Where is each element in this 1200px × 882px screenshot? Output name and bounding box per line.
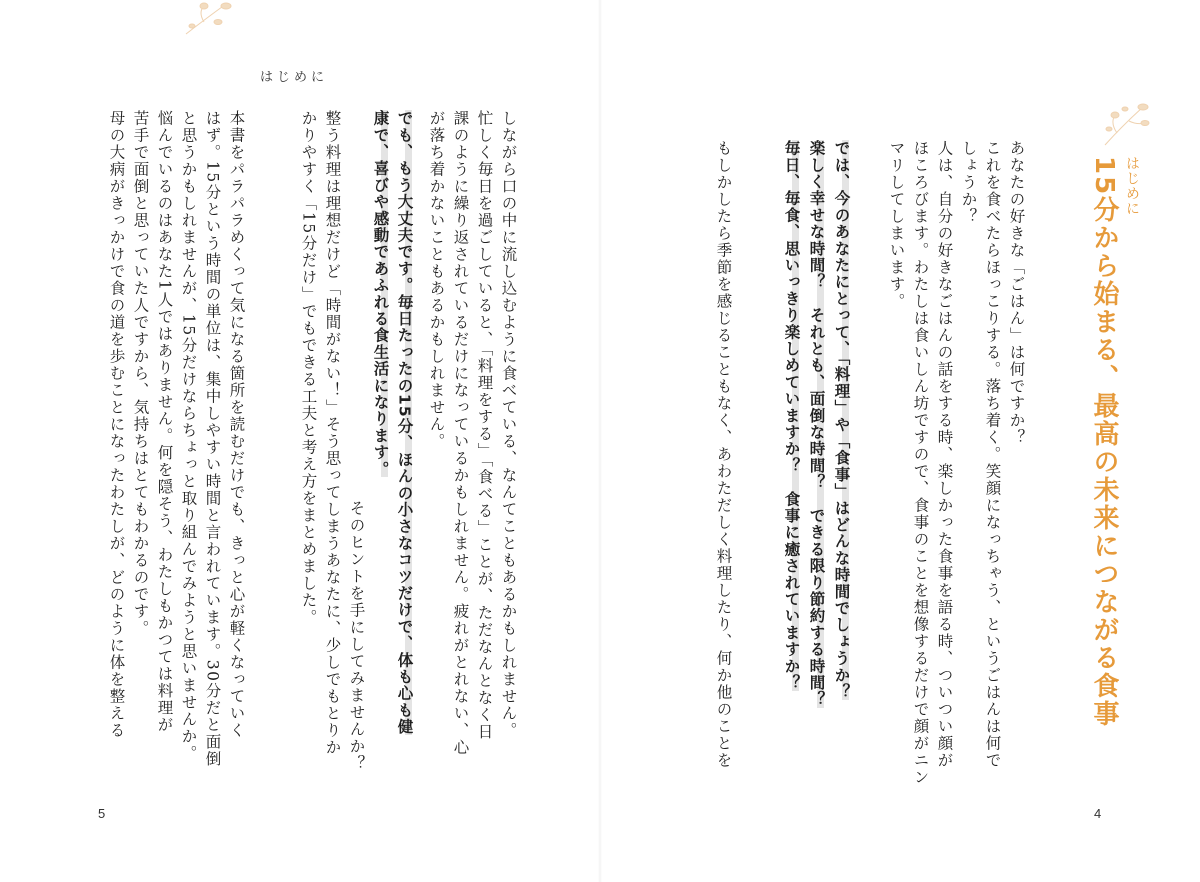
- text-line: しょうか？: [959, 140, 978, 225]
- text-line: かりやすく「15分だけ」でもできる工夫と考え方をまとめました。: [299, 110, 318, 626]
- text-line: マリしてしまいます。: [887, 140, 906, 310]
- text-line: もしかしたら季節を感じることもなく、あわただしく料理したり、何か他のことを: [714, 140, 733, 769]
- emphasis-line: でも、もう大丈夫です。毎日たったの15分、ほんの小さなコツだけで、体も心も健: [395, 110, 414, 736]
- emphasis-line: 毎日、毎食、思いっきり楽しめていますか？ 食事に癒されていますか？: [782, 140, 801, 692]
- flower-sprig-icon: [1095, 95, 1155, 155]
- emphasis-line: では、今のあなたにとって、「料理」や「食事」はどんな時間でしょうか？: [832, 140, 851, 701]
- text-line: 忙しく毎日を過ごしていると、「料理をする」「食べる」ことが、ただなんとなく日: [475, 110, 494, 741]
- text-line: 母の大病がきっかけで食の道を歩むことになったわたしが、どのように体を整える: [107, 110, 126, 739]
- chapter-label: はじめに: [1124, 156, 1140, 216]
- running-head: はじめに: [260, 70, 329, 85]
- text-line: これを食べたらほっこりする。落ち着く。笑顔になっちゃう、というごはんは何で: [983, 140, 1002, 769]
- flower-sprig-icon: [178, 0, 238, 40]
- page-number: 4: [1094, 806, 1102, 821]
- right-page: [600, 0, 1200, 882]
- text-line: 人は、自分の好きなごはんの話をする時、楽しかった食事を語る時、ついつい顔が: [935, 140, 954, 769]
- text-line: 課のように繰り返されているだけになっているかもしれません。疲れがとれない、心: [451, 110, 470, 756]
- text-line: 苦手で面倒と思っていた人ですから、気持ちはとてもわかるのです。: [131, 110, 150, 637]
- text-line: あなたの好きな「ごはん」は何ですか？: [1007, 140, 1026, 446]
- chapter-title: 15分から始まる、最高の未来につながる食事: [1089, 156, 1119, 729]
- text-line: が落ち着かないこともあるかもしれません。: [427, 110, 446, 450]
- text-line: しながら口の中に流し込むように食べている、なんてこともあるかもしれません。: [499, 110, 518, 739]
- emphasis-line: 康で、喜びや感動であふれる食生活になります。: [371, 110, 390, 478]
- text-line: と思うかもしれませんが、15分だけならちょっと取り組んでみようと思いませんか。: [179, 110, 198, 762]
- text-line: 本書をパラパラめくって気になる箇所を読むだけでも、きっと心が軽くなっていく: [227, 110, 246, 739]
- text-line: そのヒントを手にしてみませんか？: [347, 500, 366, 772]
- text-line: はず。15分という時間の単位は、集中しやすい時間と言われています。30分だと面倒: [203, 110, 222, 768]
- text-line: ほころびます。わたしは食いしん坊ですので、食事のことを想像するだけで顔がニン: [911, 140, 930, 786]
- text-line: 悩んでいるのはあなた1人ではありません。何を隠そう、わたしもかつては料理が: [155, 110, 174, 734]
- page-number: 5: [98, 806, 106, 821]
- text-line: 整う料理は理想だけど「時間がない！」そう思ってしまうあなたに、少しでもとりか: [323, 110, 342, 756]
- emphasis-line: 楽しく幸せな時間？ それとも、面倒な時間？ できる限り節約する時間？: [807, 140, 826, 708]
